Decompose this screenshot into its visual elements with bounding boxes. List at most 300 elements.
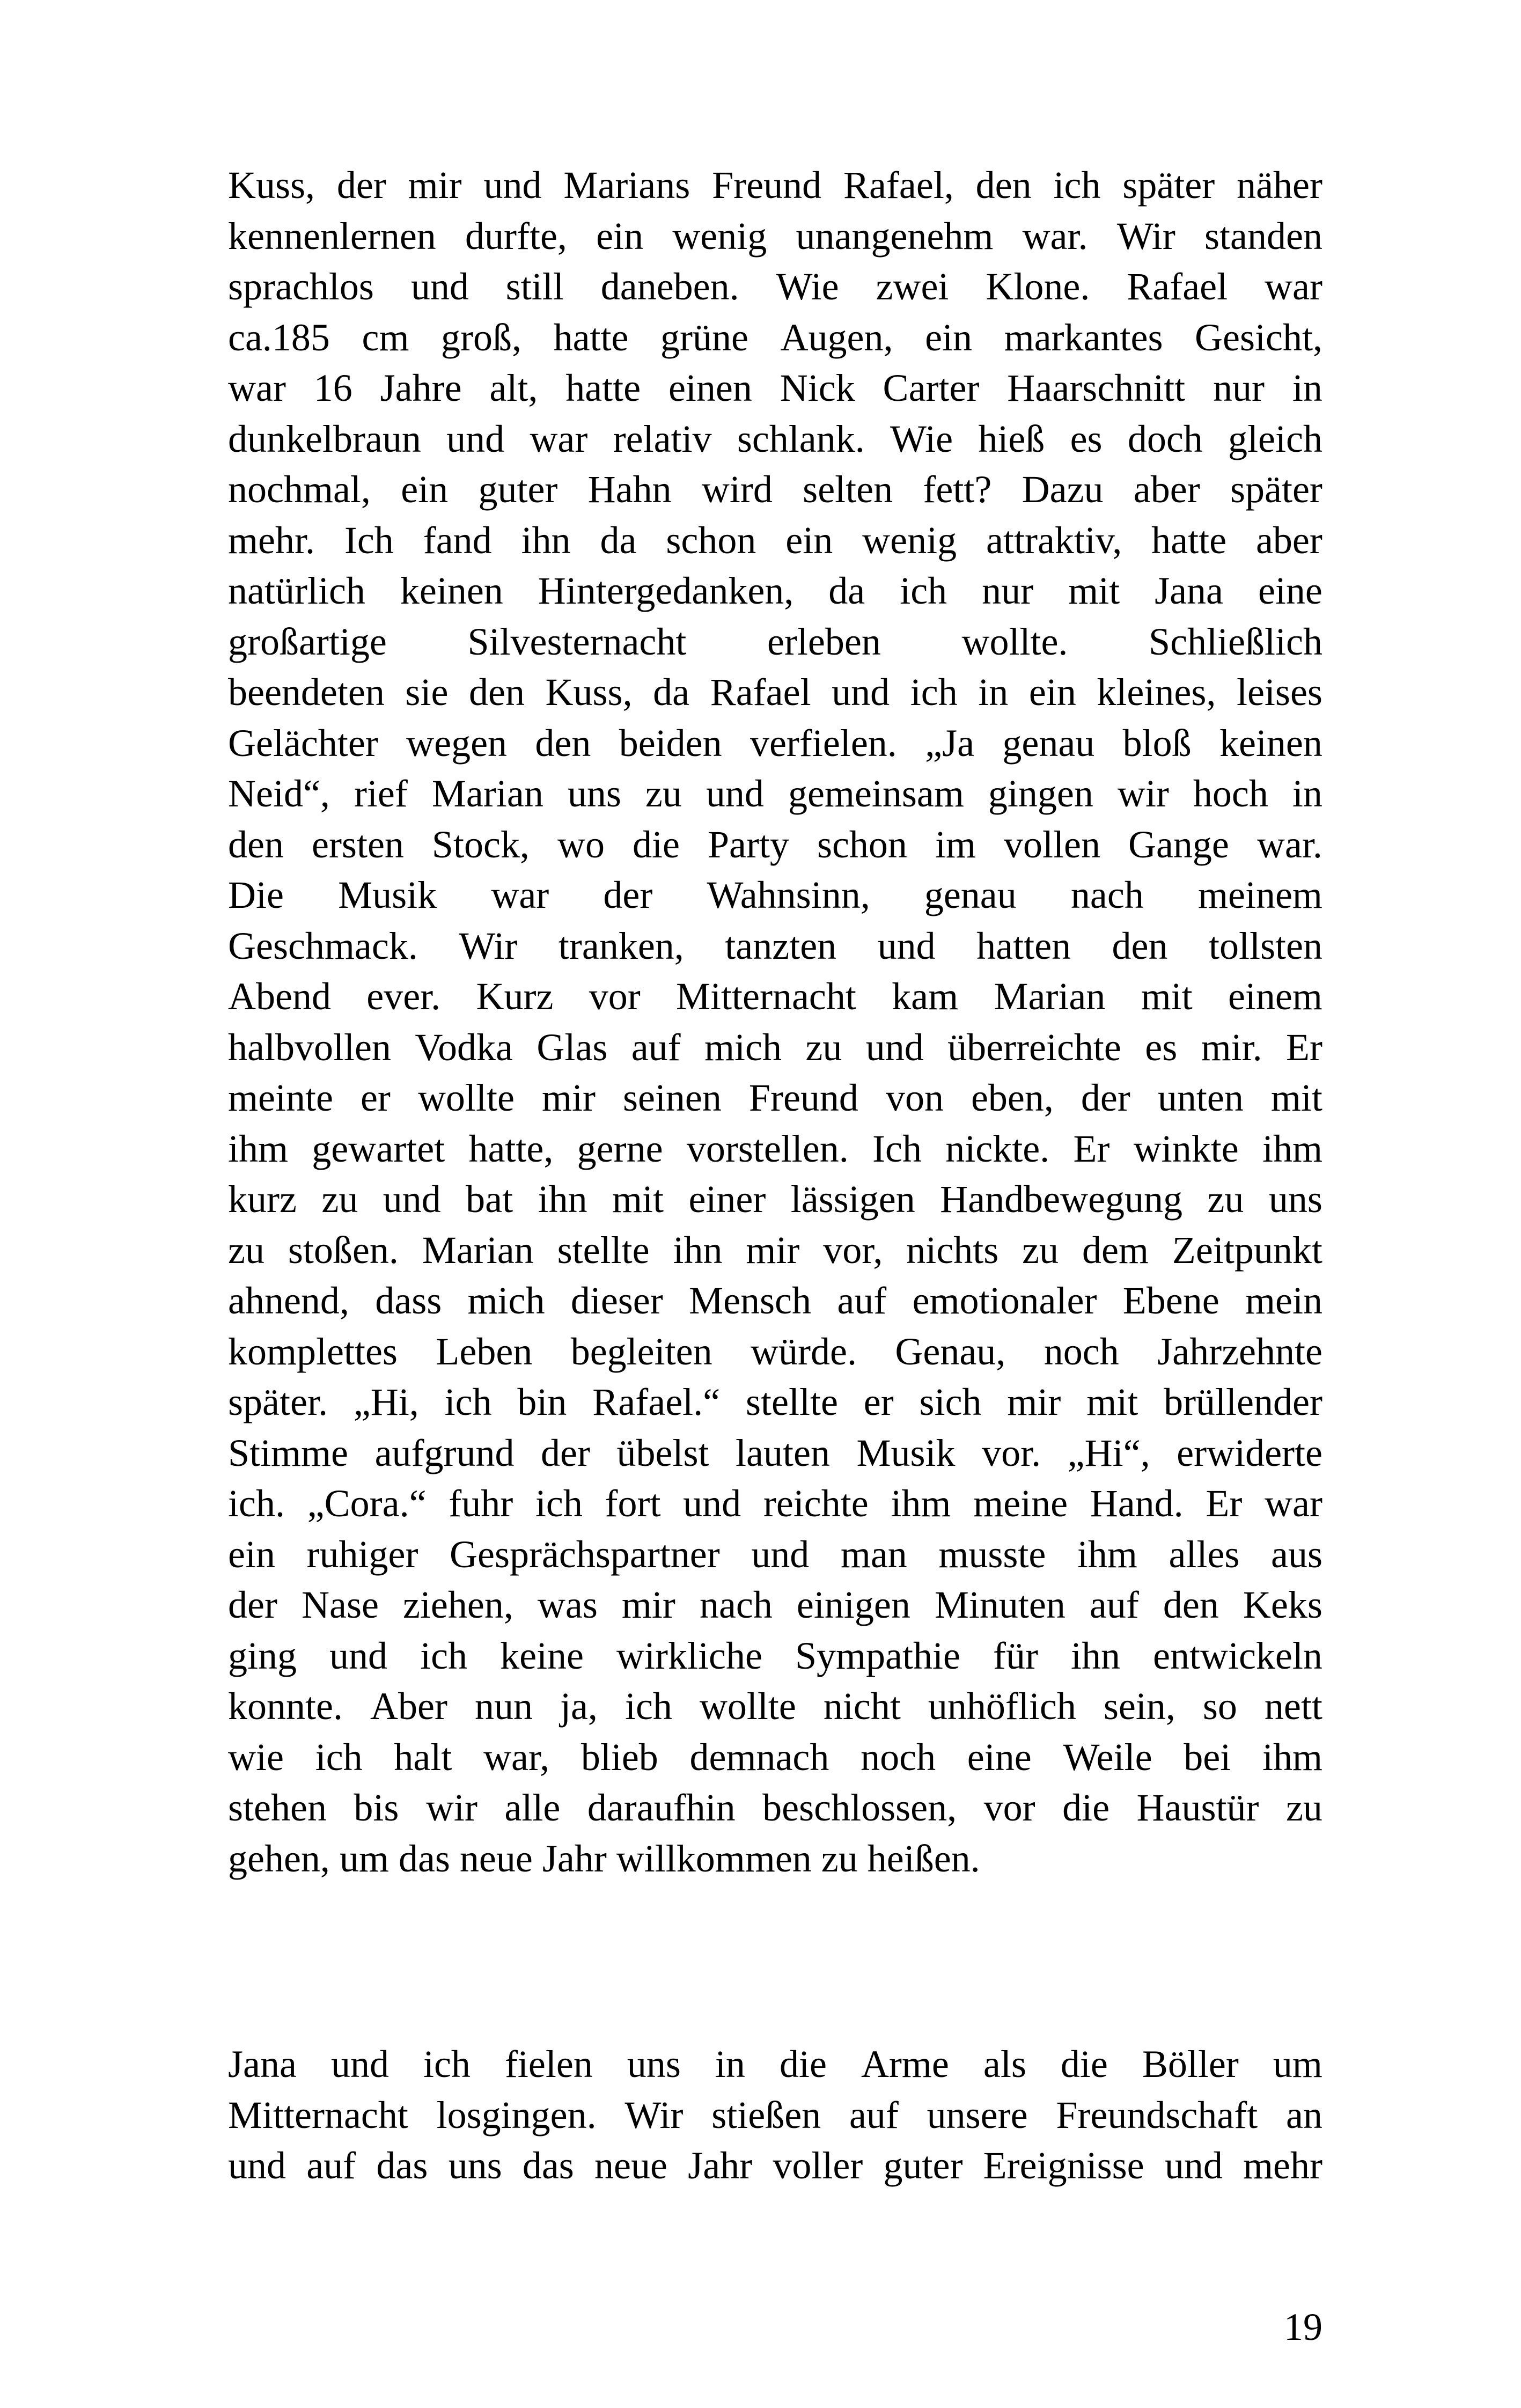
word: zu [1207, 1178, 1244, 1221]
word: Musik [856, 1431, 956, 1474]
word: als [983, 2043, 1026, 2086]
word: dunkelbraun [228, 417, 421, 460]
word: kleines, [1097, 671, 1216, 714]
word: Handbewegung [940, 1178, 1183, 1221]
word: nett [1264, 1685, 1322, 1728]
word: Vodka [415, 1025, 513, 1069]
word: aufgrund [374, 1431, 515, 1474]
word: entwickeln [1153, 1634, 1322, 1677]
word: Gesprächspartner [449, 1532, 720, 1576]
text-line [228, 921, 1322, 972]
word: es [1145, 1025, 1178, 1069]
word: standen [1204, 214, 1322, 258]
word: da [600, 518, 637, 562]
word: und [877, 924, 936, 967]
word: nun [474, 1685, 533, 1728]
word: Freundschaft [1056, 2093, 1258, 2137]
word: uns [567, 772, 621, 815]
word: vor [589, 975, 641, 1018]
word: einer [688, 1178, 766, 1221]
word: ein [1028, 671, 1076, 714]
word: Minuten [934, 1583, 1066, 1626]
word: die [779, 2043, 827, 2086]
word: grüne [660, 315, 748, 359]
word: beschlossen, [762, 1786, 957, 1829]
text-line [228, 566, 1322, 616]
word: komplettes [228, 1330, 398, 1373]
word: ein [228, 1532, 275, 1576]
word: er [863, 1381, 894, 1423]
word: Gange [1128, 823, 1229, 866]
word: Stock, [431, 823, 530, 866]
text-line [228, 515, 1322, 566]
word: Haustür [1136, 1786, 1259, 1829]
word: seinen [622, 1076, 722, 1119]
word: Hahn [587, 468, 672, 511]
word: meine [973, 1482, 1068, 1525]
word: Freund [748, 1076, 858, 1119]
word: verfielen. [750, 721, 897, 765]
word: hoch [1193, 772, 1268, 815]
word: willkommen [616, 1837, 812, 1880]
word: so [1202, 1685, 1237, 1728]
word: keinen [1219, 721, 1322, 765]
word: den [228, 823, 284, 866]
text-line [228, 464, 1322, 515]
word: einen [668, 366, 752, 409]
word: nach [1070, 873, 1144, 916]
word: gemeinsam [788, 772, 964, 815]
word: Neid“, [228, 772, 330, 815]
text-line [228, 261, 1322, 312]
word: da [653, 671, 690, 714]
word: und [410, 265, 469, 308]
word: hatte [1151, 518, 1227, 562]
word: er [360, 1076, 391, 1119]
word: Abend [228, 975, 331, 1018]
word: tanzten [725, 924, 837, 967]
word: das [522, 2144, 574, 2187]
word: ihm [1262, 1127, 1322, 1170]
word: ihm [228, 1127, 289, 1170]
text-line [228, 363, 1322, 414]
word: auf [849, 2093, 899, 2137]
word: Böller [1142, 2043, 1239, 2086]
text-line [228, 1529, 1322, 1580]
word: den [1112, 924, 1168, 967]
word: erwiderte [1177, 1431, 1322, 1474]
word: würde. [751, 1330, 857, 1373]
word: war. [1022, 214, 1088, 258]
word: nickte. [945, 1127, 1050, 1170]
word: still [505, 265, 564, 308]
word: hatte, [468, 1127, 554, 1170]
word: war. [1257, 823, 1322, 866]
word: heißen. [867, 1837, 980, 1880]
word: Rafael [710, 671, 811, 714]
word: alles [1169, 1532, 1240, 1576]
word: stellte [557, 1228, 650, 1272]
word: übelst [616, 1431, 709, 1474]
word: Rafael.“ [592, 1381, 721, 1423]
word: sein, [1103, 1685, 1175, 1728]
text-line [228, 312, 1322, 363]
text-line [228, 1124, 1322, 1174]
word: stoßen. [288, 1228, 399, 1272]
word: später [1122, 164, 1215, 207]
word: der [336, 164, 386, 207]
word: Er [1073, 1127, 1110, 1170]
text-line [228, 1833, 1322, 1884]
word: aber [1133, 468, 1200, 511]
word: zu [1285, 1786, 1322, 1829]
word: neue [459, 1837, 533, 1880]
word: überreichte [947, 1025, 1121, 1069]
word: noch [861, 1735, 936, 1779]
word: leises [1236, 671, 1322, 714]
word: uns [627, 2043, 681, 2086]
word: Er [1286, 1025, 1322, 1069]
text-line [228, 1377, 1322, 1428]
word: den [468, 671, 525, 714]
word: keinen [400, 569, 503, 612]
word: Aber [370, 1685, 447, 1728]
word: Die [228, 873, 284, 916]
word: Ebene [1122, 1279, 1219, 1322]
paragraph-1 [228, 160, 1322, 1884]
word: „Hi, [353, 1381, 419, 1423]
word: genau [924, 873, 1017, 916]
word: „Ja [925, 721, 975, 765]
word: Marian [422, 1228, 534, 1272]
word: Jana [228, 2043, 297, 2086]
word: halbvollen [228, 1025, 391, 1069]
word: konnte. [228, 1685, 343, 1728]
word: Weile [1063, 1735, 1152, 1779]
word: kurz [228, 1178, 297, 1221]
word: demnach [689, 1735, 829, 1779]
word: bat [466, 1178, 513, 1221]
word: zu [645, 772, 682, 815]
word: Jahre [380, 366, 462, 409]
word: ein [596, 214, 644, 258]
word: ihn [1070, 1634, 1120, 1677]
word: in [1292, 772, 1322, 815]
word: ja, [560, 1685, 598, 1728]
word: reichte [763, 1482, 869, 1525]
word: mein [1245, 1279, 1322, 1322]
word: mit [1086, 1381, 1138, 1423]
word: mir [408, 164, 462, 207]
word: Stimme [228, 1431, 349, 1474]
word: Nase [301, 1583, 379, 1626]
word: durfte, [465, 214, 567, 258]
word: Glas [537, 1025, 608, 1069]
word: selten [803, 468, 893, 511]
word: die [1060, 2043, 1108, 2086]
word: mir [621, 1583, 675, 1626]
word: bin [517, 1381, 567, 1423]
paragraph-2 [228, 2039, 1322, 2191]
word: erleben [767, 620, 881, 663]
word: fett? [923, 468, 992, 511]
word: aber [1255, 518, 1322, 562]
word: man [840, 1532, 907, 1576]
word: zwei [876, 265, 949, 308]
word: schon [666, 518, 756, 562]
word: schon [817, 823, 907, 866]
word: auf [837, 1279, 887, 1322]
word: mir [541, 1076, 596, 1119]
word: und [683, 1482, 741, 1525]
word: wegen [406, 721, 508, 765]
word: ich [444, 1381, 492, 1423]
word: ich [423, 2043, 471, 2086]
text-line [228, 768, 1322, 819]
word: wo [557, 823, 605, 866]
word: Augen, [780, 315, 893, 359]
word: Wir [459, 924, 518, 967]
word: Wir [624, 2093, 684, 2137]
text-line [228, 1022, 1322, 1073]
word: gingen [988, 772, 1093, 815]
word: guter [883, 2144, 963, 2187]
word: beendeten [228, 671, 385, 714]
word: der [541, 1431, 590, 1474]
word: vor [983, 1786, 1035, 1829]
word: von [885, 1076, 944, 1119]
word: gehen, [228, 1837, 330, 1880]
word: schlank. [737, 417, 865, 460]
word: groß, [441, 315, 521, 359]
word: uns [448, 2144, 502, 2187]
text-line [228, 971, 1322, 1022]
word: fuhr [449, 1482, 513, 1525]
word: ziehen, [402, 1583, 513, 1626]
text-line [228, 1732, 1322, 1783]
word: mir. [1201, 1025, 1262, 1069]
word: dass [375, 1279, 442, 1322]
word: Geschmack. [228, 924, 418, 967]
word: den [535, 721, 591, 765]
word: das [376, 2144, 428, 2187]
word: auf [306, 2144, 356, 2187]
word: Ereignisse [983, 2144, 1144, 2187]
word: unangenehm [796, 214, 994, 258]
word: musste [938, 1532, 1046, 1576]
word: brüllender [1164, 1381, 1322, 1423]
word: begleiten [570, 1330, 712, 1373]
word: war [228, 366, 286, 409]
word: bis [354, 1786, 399, 1829]
word: Nick [780, 366, 855, 409]
word: Kuss, [545, 671, 633, 714]
word: wenig [672, 214, 767, 258]
word: Leben [436, 1330, 533, 1373]
word: „Cora.“ [307, 1482, 427, 1525]
word: tranken, [558, 924, 684, 967]
word: später. [228, 1381, 328, 1423]
word: ich. [228, 1482, 285, 1525]
word: beiden [619, 721, 722, 765]
word: der [1081, 1076, 1130, 1119]
word: einem [1228, 975, 1322, 1018]
word: und [706, 772, 764, 815]
word: aus [1270, 1532, 1322, 1576]
word: und [446, 417, 505, 460]
word: blieb [581, 1735, 658, 1779]
word: wirkliche [616, 1634, 762, 1677]
text-line [228, 718, 1322, 769]
word: Wahnsinn, [707, 873, 870, 916]
text-line [228, 1073, 1322, 1124]
word: dem [1082, 1228, 1149, 1272]
word: gleich [1228, 417, 1322, 460]
word: nochmal, [228, 468, 371, 511]
word: fielen [504, 2043, 593, 2086]
word: Jahr [542, 1837, 607, 1880]
word: Schließlich [1149, 620, 1322, 663]
word: Kurz [476, 975, 554, 1018]
word: Wie [890, 417, 953, 460]
word: später [1230, 468, 1322, 511]
word: meinte [228, 1076, 333, 1119]
word: wollte. [961, 620, 1068, 663]
text-line [228, 211, 1322, 262]
word: vor, [823, 1228, 883, 1272]
word: unten [1157, 1076, 1244, 1119]
word: Rafael, [843, 164, 954, 207]
word: Freund [712, 164, 822, 207]
word: zu [228, 1228, 264, 1272]
word: fort [605, 1482, 661, 1525]
word: ich [624, 1685, 672, 1728]
text-line [228, 1174, 1322, 1225]
word: Jahrzehnte [1157, 1330, 1322, 1373]
word: nicht [823, 1685, 901, 1728]
word: daneben. [600, 265, 739, 308]
word: guter [478, 468, 558, 511]
word: an [1286, 2093, 1322, 2137]
word: Party [707, 823, 789, 866]
word: mich [467, 1279, 545, 1322]
word: war [491, 873, 549, 916]
word: uns [1268, 1178, 1322, 1221]
word: war [1265, 1482, 1322, 1525]
word: Er [1206, 1482, 1243, 1525]
word: sie [405, 671, 449, 714]
word: keine [500, 1634, 584, 1677]
word: mir [746, 1228, 800, 1272]
word: ein [401, 468, 449, 511]
word: Haarschnitt [1007, 366, 1186, 409]
word: gewartet [312, 1127, 445, 1170]
word: bei [1184, 1735, 1231, 1779]
word: hatte [553, 315, 629, 359]
word: nur [1213, 366, 1265, 409]
word: und [1164, 2144, 1223, 2187]
word: in [978, 671, 1009, 714]
word: hieß [978, 417, 1045, 460]
word: auf [631, 1025, 681, 1069]
word: unhöflich [928, 1685, 1076, 1728]
text-line [228, 2140, 1322, 2191]
word: alle [504, 1786, 561, 1829]
word: und [330, 2043, 389, 2086]
word: ein [785, 518, 833, 562]
text-line [228, 1681, 1322, 1732]
word: stehen [228, 1786, 327, 1829]
text-line [228, 160, 1322, 211]
word: voller [773, 2144, 863, 2187]
text-line [228, 1225, 1322, 1276]
word: Marian [431, 772, 543, 815]
word: gerne [577, 1127, 663, 1170]
word: zu [321, 1178, 358, 1221]
word: Rafael [1127, 265, 1228, 308]
word: Musik [338, 873, 437, 916]
word: ihn [521, 518, 571, 562]
word: Marians [563, 164, 690, 207]
word: meinem [1198, 873, 1322, 916]
word: was [537, 1583, 598, 1626]
word: ich [420, 1634, 468, 1677]
text-line [228, 2039, 1322, 2090]
word: ahnend, [228, 1279, 349, 1322]
word: wenig [862, 518, 957, 562]
word: wir [425, 1786, 477, 1829]
word: ich [900, 569, 947, 612]
word: und [329, 1634, 388, 1677]
word: näher [1237, 164, 1322, 207]
word: Gesicht, [1195, 315, 1322, 359]
word: hatten [976, 924, 1071, 967]
word: unsere [927, 2093, 1028, 2137]
word: ein [925, 315, 973, 359]
word: neue [594, 2144, 667, 2187]
word: eine [1258, 569, 1322, 612]
word: ever. [366, 975, 441, 1018]
text-line [228, 1782, 1322, 1833]
word: mich [704, 1025, 782, 1069]
word: mehr. [228, 518, 315, 562]
word: eben, [971, 1076, 1054, 1119]
word: und [483, 164, 542, 207]
word: Sympathie [795, 1634, 960, 1677]
word: bloß [1122, 721, 1192, 765]
word: ging [228, 1634, 297, 1677]
word: doch [1127, 417, 1203, 460]
word: mir [1007, 1381, 1061, 1423]
word: daraufhin [587, 1786, 736, 1829]
word: Silvesternacht [467, 620, 687, 663]
word: für [993, 1634, 1038, 1677]
word: 16 [313, 366, 352, 409]
word: ruhiger [306, 1532, 418, 1576]
text-line [228, 1326, 1322, 1377]
word: kennenlernen [228, 214, 436, 258]
text-line [228, 870, 1322, 921]
word: und [228, 2144, 286, 2187]
word: wir [1117, 772, 1169, 815]
word: Keks [1243, 1583, 1322, 1626]
word: Marian [994, 975, 1106, 1018]
word: ihn [673, 1228, 723, 1272]
word: in [1292, 366, 1322, 409]
text-line [228, 1478, 1322, 1529]
word: in [715, 2043, 745, 2086]
word: da [828, 569, 865, 612]
